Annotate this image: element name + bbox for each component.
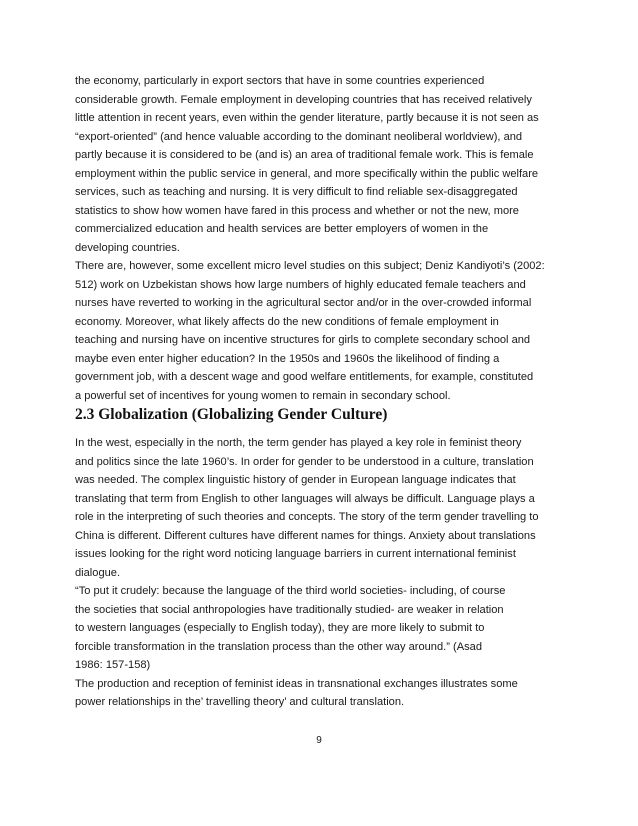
quote-line: 1986: 157-158) [75,659,151,671]
text-line: services, such as teaching and nursing. It is very difficult to find reliable sex-disaggregated [75,186,518,198]
paragraph-economy [75,72,575,257]
text-line: maybe even enter higher education? In the 1950s and 1960s the likelihood of finding a [75,352,500,365]
text-line: partly because it is considered to be (and is) an area of traditional female work. This is female [75,149,534,161]
text-line: In the west, especially in the north, the term gender has played a key role in feminist theory [75,437,522,449]
text-line: and politics since the late 1960’s. In order for gender to be understood in a culture, translation [75,455,534,468]
text-line: government job, with a descent wage and good welfare entitlements, for example, constituted [75,371,534,383]
paragraph-gender-west [75,434,575,582]
quote-line: “To put it crudely: because the language of the third world societies- including, of course [75,585,506,597]
text-line: a powerful set of incentives for young women to remain in secondary school. [75,389,451,402]
text-line: There are, however, some excellent micro level studies on this subject; Deniz Kandiyoti’s (2002: [75,260,545,272]
text-line: power relationships in the’ travelling theory’ and cultural translation. [75,696,405,708]
text-line: translating that term from English to other languages will always be difficult. Language plays a [75,492,535,505]
text-line: developing countries. [75,241,180,254]
text-line: issues looking for the right word noticing language barriers in current international feminist [75,548,516,560]
text-line: little attention in recent years, even within the gender literature, partly because it is not seen as [75,112,539,124]
text-line: dialogue. [75,566,121,579]
text-line: 512) work on Uzbekistan shows how large numbers of highly educated female teachers and [75,278,526,291]
text-line: economy. Moreover, what likely affects do the new conditions of female employment in [75,315,499,328]
block-quote [75,582,575,675]
text-line: statistics to show how women have fared in this process and whether or not the new, more [75,204,519,217]
text-line: role in the interpreting of such theories and concepts. The story of the term gender travelling to [75,511,539,523]
quote-line: to western languages (especially to English today), they are more likely to submit to [75,622,485,634]
paragraph-micro-studies [75,257,575,405]
page-number: 9 [316,735,322,746]
text-line: employment within the public service in general, and more specifically within the public welfare [75,167,539,180]
text-line: considerable growth. Female employment in developing countries that has received relatively [75,93,532,106]
quote-line: forcible transformation in the translation process than the other way around.” (Asad [75,640,482,653]
text-line: China is different. Different cultures have different names for things. Anxiety about translations [75,529,536,542]
text-line: nurses have reverted to working in the agricultural sector and/or in the over-crowded informal [75,297,532,309]
text-line: the economy, particularly in export sectors that have in some countries experienced [75,75,485,87]
text-line: “export-oriented” (and hence valuable according to the dominant neoliberal worldview), and [75,130,523,143]
text-line: commercialized education and health services are better employers of women in the [75,223,489,235]
text-line: The production and reception of feminist ideas in transnational exchanges illustrates some [75,677,518,690]
section-heading: 2.3 Globalization (Globalizing Gender Culture) [75,406,388,423]
text-line: teaching and nursing have on incentive structures for girls to complete secondary school and [75,334,531,346]
page-body [75,72,575,712]
paragraph-transnational [75,675,575,712]
text-line: was needed. The complex linguistic history of gender in European language indicates that [75,474,516,486]
quote-line: the societies that social anthropologies have traditionally studied- are weaker in relation [75,603,504,616]
